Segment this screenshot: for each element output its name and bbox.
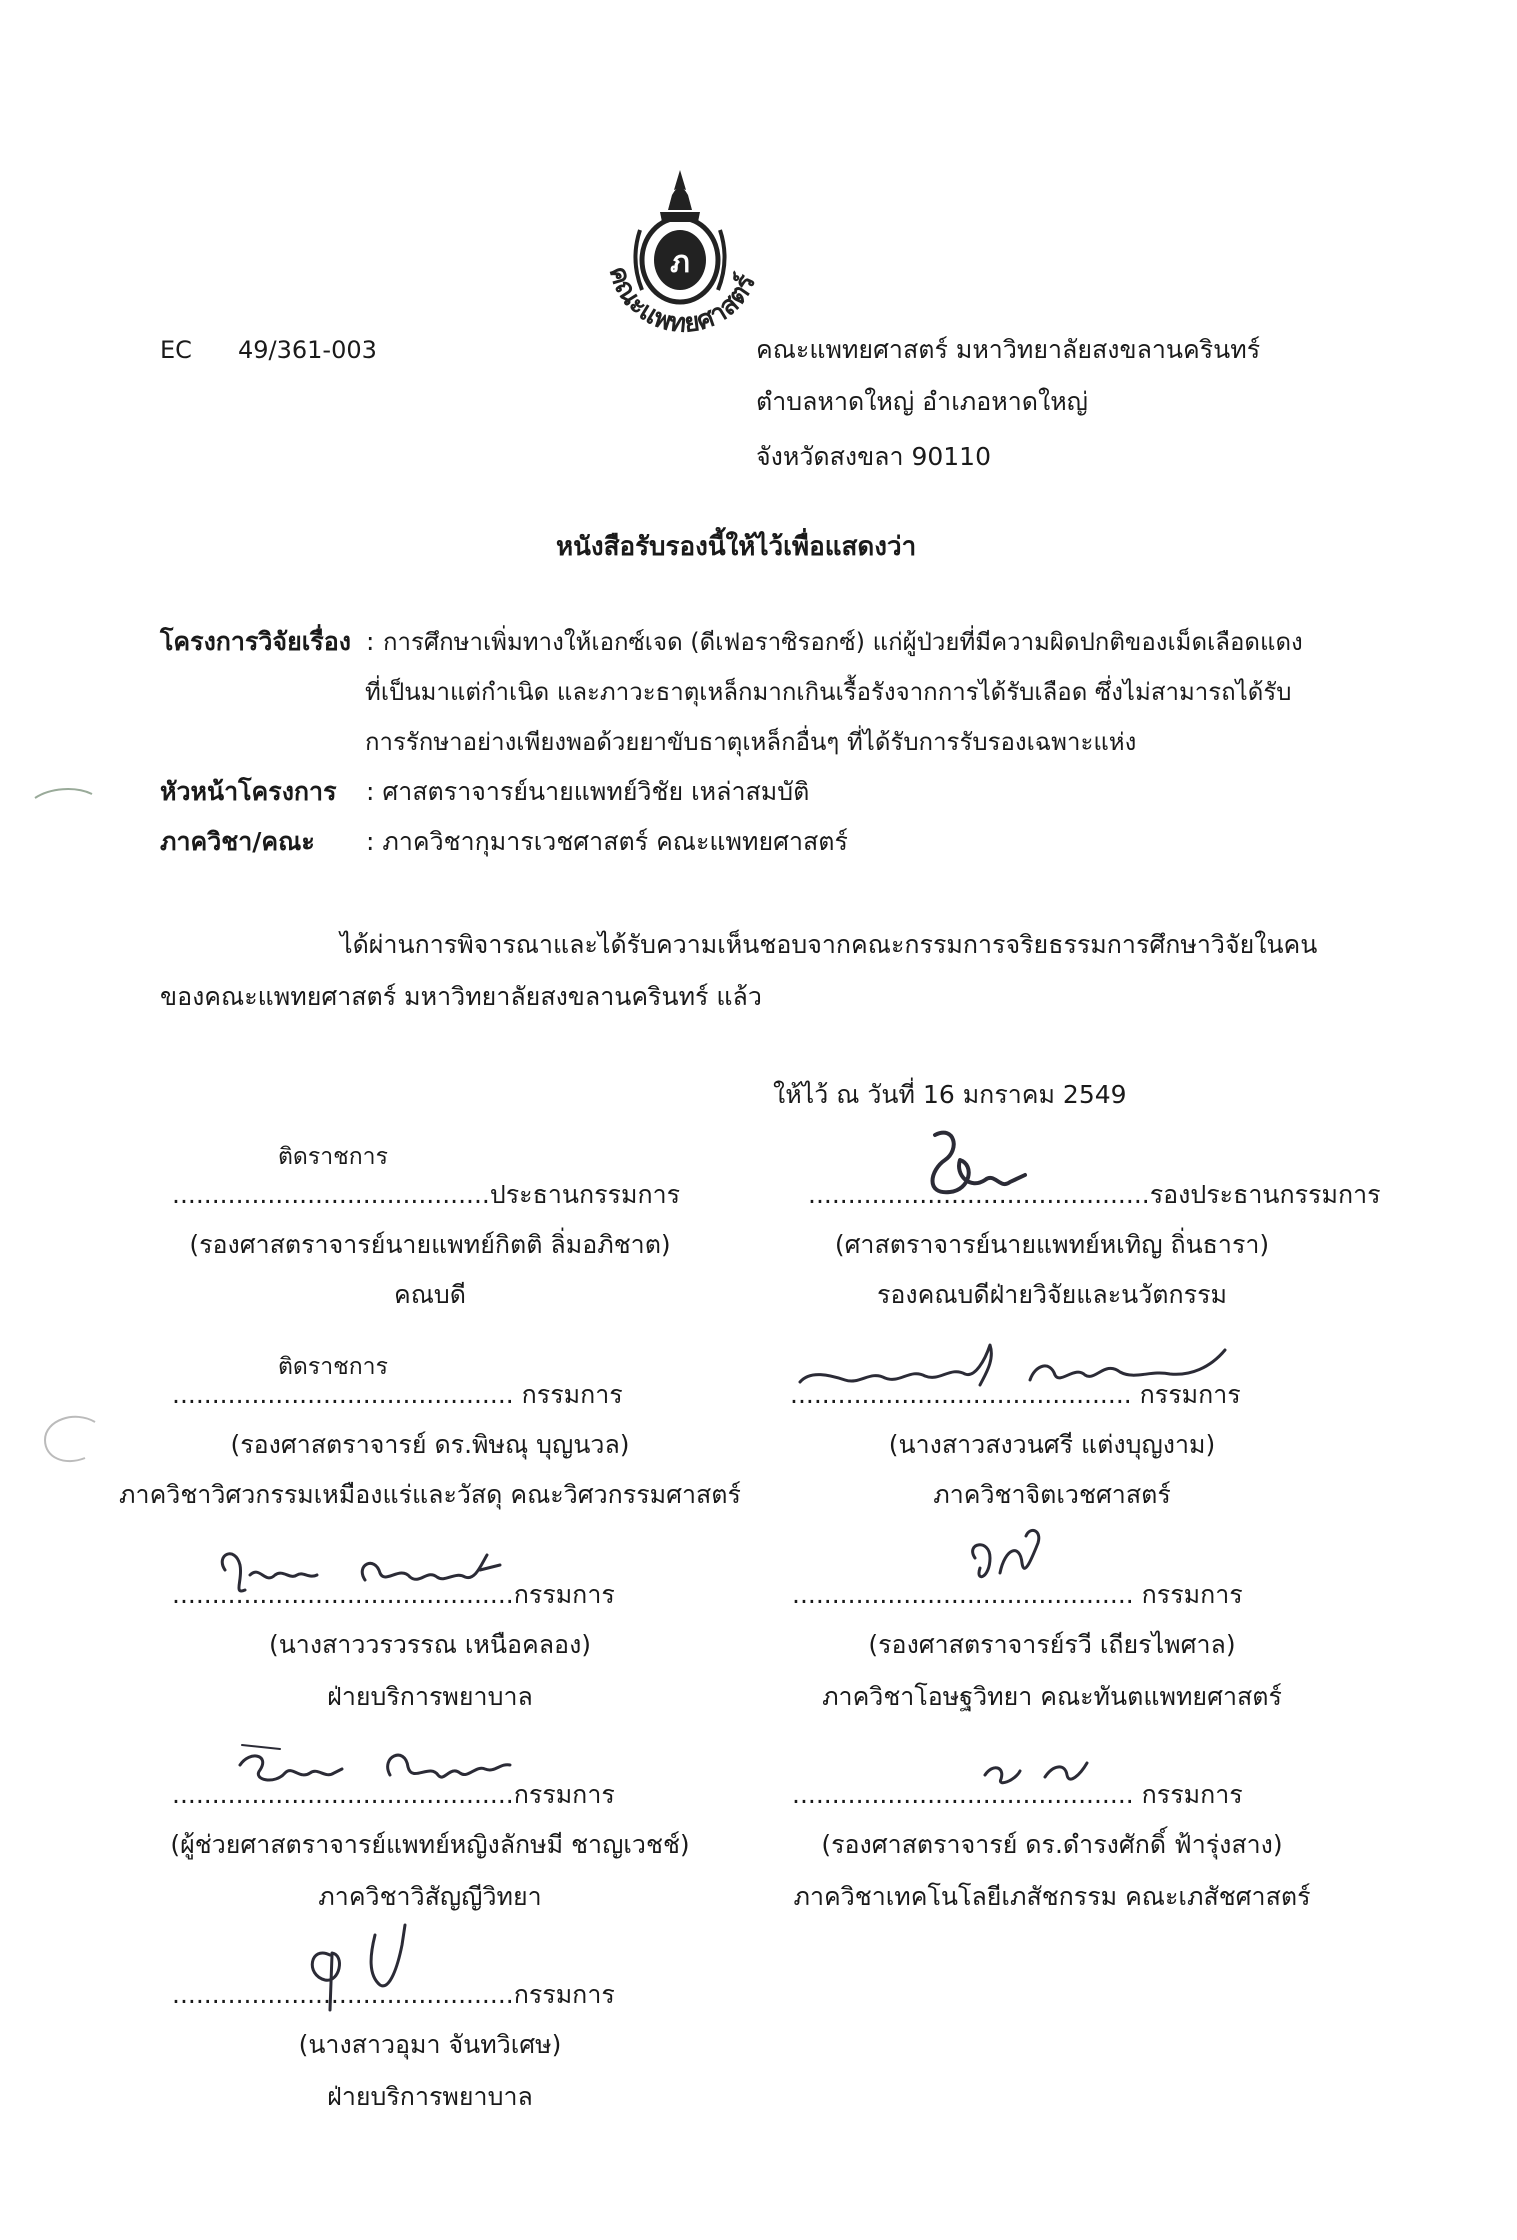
seal-emblem-icon <box>580 150 780 350</box>
project-line-3: การรักษาอย่างเพียงพอด้วยยาขับธาตุเหล็กอื่นๆ ที่ได้รับการรับรองเฉพาะแห่ง <box>365 728 1137 756</box>
project-colon: : <box>366 627 375 656</box>
signatory-note: ติดราชการ <box>278 1354 388 1380</box>
signatory-position: ภาควิชาเทคโนโลยีเภสัชกรรม คณะเภสัชศาสตร์ <box>793 1882 1311 1911</box>
faculty-seal <box>580 150 780 350</box>
signatory-name: (นางสาวอุมา จันทวิเศษ) <box>298 2030 562 2059</box>
body-line-1: ได้ผ่านการพิจารณาและได้รับความเห็นชอบจากคณะกรรมการจริยธรรมการศึกษาวิจัยในคน <box>340 930 1318 959</box>
address-line-1: คณะแพทยศาสตร์ มหาวิทยาลัยสงขลานครินทร์ <box>756 335 1261 364</box>
doc-ref-number: 49/361-003 <box>238 336 377 364</box>
head-value: : ศาสตราจารย์นายแพทย์วิชัย เหล่าสมบัติ <box>366 777 810 806</box>
signatory-name: (รองศาสตราจารย์นายแพทย์กิตติ ลิ่มอภิชาต) <box>189 1230 671 1259</box>
issue-date: ให้ไว้ ณ วันที่ 16 มกราคม 2549 <box>773 1080 1127 1109</box>
signatory-name: (นางสาวสงวนศรี แต่งบุญงาม) <box>888 1430 1216 1459</box>
dept-label: ภาควิชา/คณะ <box>160 827 315 856</box>
head-label: หัวหน้าโครงการ <box>160 777 337 806</box>
signatory-position: ภาควิชาโอษฐวิทยา คณะทันตแพทยศาสตร์ <box>822 1682 1282 1711</box>
scan-mark <box>35 1410 105 1474</box>
signatory-name: (ศาสตราจารย์นายแพทย์หเทิญ ถิ่นธารา) <box>834 1230 1270 1259</box>
signature-line: ...........................................กรรมการ <box>172 1580 615 1609</box>
signatory-position: ภาควิชาวิสัญญีวิทยา <box>318 1882 542 1911</box>
signature-line: ...........................................กรรมการ <box>172 1780 615 1809</box>
signatory-name: (รองศาสตราจารย์ ดร.พิษณุ บุญนวล) <box>230 1430 630 1459</box>
address-line-2: ตำบลหาดใหญ่ อำเภอหาดใหญ่ <box>756 387 1088 416</box>
signatory-name: (รองศาสตราจารย์ ดร.ดำรงศักดิ์ ฟ้ารุ่งสาง) <box>821 1830 1283 1859</box>
signature-line: ........................................... กรรมการ <box>792 1580 1243 1609</box>
signature-line: ........................................ประธานกรรมการ <box>172 1180 681 1209</box>
project-line-1: การศึกษาเพิ่มทางให้เอกซ์เจด (ดีเฟอราซิรอกซ์) แก่ผู้ป่วยที่มีความผิดปกติของเม็ดเลือดแดง <box>383 628 1303 656</box>
signature-line: ........................................... กรรมการ <box>792 1780 1243 1809</box>
signature-line: ...........................................กรรมการ <box>172 1980 615 2009</box>
hole-punch-icon <box>35 1410 105 1470</box>
scan-mark <box>30 780 100 814</box>
signatory-position: รองคณบดีฝ่ายวิจัยและนวัตกรรม <box>876 1280 1228 1309</box>
signatory-note: ติดราชการ <box>278 1144 388 1170</box>
signatory-position: ภาควิชาวิศวกรรมเหมืองแร่และวัสดุ คณะวิศวกรรมศาสตร์ <box>119 1480 741 1509</box>
signature-line: ........................................... กรรมการ <box>172 1380 623 1409</box>
signatory-position: ฝ่ายบริการพยาบาล <box>327 2082 533 2111</box>
doc-ref-prefix: EC <box>160 336 192 364</box>
seal-text: คณะแพทยศาสตร์ <box>602 262 763 339</box>
signatory-position: คณบดี <box>393 1280 467 1309</box>
signatory-position: ภาควิชาจิตเวชศาสตร์ <box>933 1480 1171 1509</box>
signatory-name: (นางสาววรวรรณ เหนือคลอง) <box>268 1630 592 1659</box>
address-line-3: จังหวัดสงขลา 90110 <box>756 442 991 471</box>
signatory-name: (ผู้ช่วยศาสตราจารย์แพทย์หญิงลักษมี ชาญเวชช์) <box>170 1830 690 1859</box>
signature-line: ...........................................รองประธานกรรมการ <box>808 1180 1381 1209</box>
project-label: โครงการวิจัยเรื่อง <box>160 627 351 656</box>
svg-text:ภ: ภ <box>670 245 690 280</box>
signatory-position: ฝ่ายบริการพยาบาล <box>327 1682 533 1711</box>
document-title: หนังสือรับรองนี้ให้ไว้เพื่อแสดงว่า <box>556 532 917 562</box>
scan-artifact-icon <box>30 780 100 810</box>
signature-line: ........................................... กรรมการ <box>790 1380 1241 1409</box>
body-line-2: ของคณะแพทยศาสตร์ มหาวิทยาลัยสงขลานครินทร์ แล้ว <box>160 982 762 1011</box>
dept-value: : ภาควิชากุมารเวชศาสตร์ คณะแพทยศาสตร์ <box>366 827 848 856</box>
signatory-name: (รองศาสตราจารย์รวี เถียรไพศาล) <box>868 1630 1236 1659</box>
project-line-2: ที่เป็นมาแต่กำเนิด และภาวะธาตุเหล็กมากเกินเรื้อรังจากการได้รับเลือด ซึ่งไม่สามารถได้รับ <box>365 678 1292 706</box>
